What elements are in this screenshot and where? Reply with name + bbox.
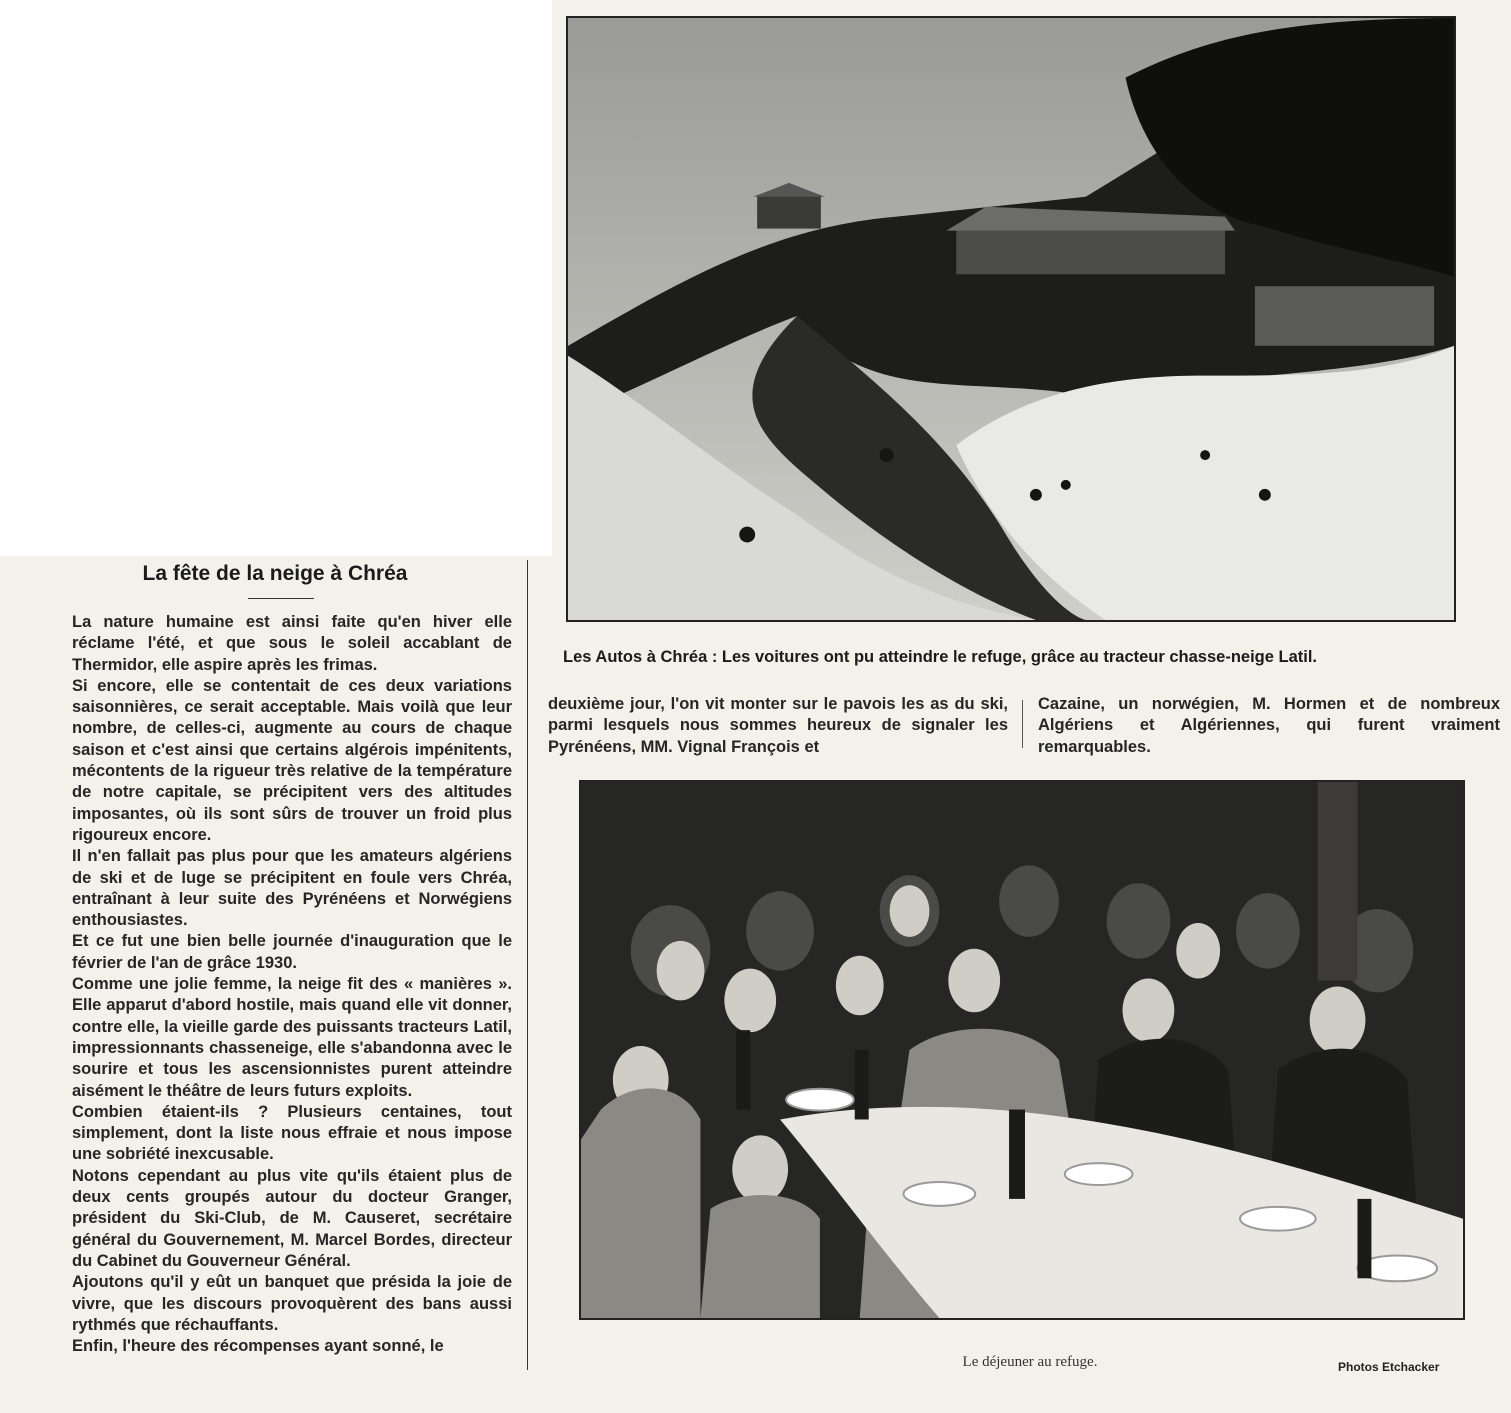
snow-landscape-image xyxy=(568,18,1454,620)
photo-credit: Photos Etchacker xyxy=(1338,1360,1440,1374)
top-photo-caption: Les Autos à Chréa : Les voitures ont pu atteindre le refuge, grâce au tracteur chasse-neige Latil. xyxy=(563,648,1318,666)
paragraph: Il n'en fallait pas plus pour que les amateurs algériens de ski et de luge se précipitent en foule vers Chréa, entraînant à leur suite des Pyrénéens et Norwégiens enthousiastes. xyxy=(72,847,512,930)
continuation-column-a: deuxième jour, l'on vit monter sur le pavois les as du ski, parmi lesquels nous sommes heureux de signaler les Pyrénéens, MM. Vignal François et xyxy=(548,695,1008,756)
paragraph: Notons cependant au plus vite qu'ils étaient plus de deux cents groupés autour du docteur Granger, président du Ski-Club, de M. Causeret, secrétaire général du Gouvernement, M. Marcel Bordes, directeur du Cabinet du Gouverneur Général. xyxy=(72,1166,512,1270)
paragraph: Enfin, l'heure des récompenses ayant sonné, le xyxy=(72,1337,444,1356)
article-body xyxy=(72,612,512,1357)
paragraph: Et ce fut une bien belle journée d'inauguration que le février de l'an de grâce 1930. xyxy=(72,932,512,972)
title-divider xyxy=(248,598,314,599)
paragraph: Combien étaient-ils ? Plusieurs centaines, tout simplement, dont la liste nous effraie et nous impose une sobriété inexcusable. xyxy=(72,1102,512,1164)
paragraph: Comme une jolie femme, la neige fit des « manières ». Elle apparut d'abord hostile, mais quand elle vit donner, contre elle, la vieille garde des puissants tracteurs Latil, impressionnants chasseneige, elle s'abandonna avec le sourire et tous les ascensionnistes purent atteindre aisément le théâtre de leurs futurs exploits. xyxy=(72,975,512,1100)
column-divider xyxy=(527,560,528,1370)
paragraph: Si encore, elle se contentait de ces deux variations saisonnières, ce serait acceptable. Mais voilà que leur nombre, de celles-ci, augmente au cours de chaque saison et c'est ainsi que certains algérois impénitents, mécontents de la rigueur très relative de la température de notre capitale, se précipitent vers des altitudes imposantes, où ils sont sûrs de trouver un froid plus rigoureux encore. xyxy=(72,676,512,844)
article-title: La fête de la neige à Chréa xyxy=(142,562,408,585)
banquet-image xyxy=(581,782,1463,1318)
continuation-divider xyxy=(1022,700,1023,748)
paragraph: Ajoutons qu'il y eût un banquet que présida la joie de vivre, que les discours provoquèrent des bans aussi rythmés que réchauffants. xyxy=(72,1273,512,1334)
continuation-column-b: Cazaine, un norwégien, M. Hormen et de nombreux Algériens et Algériennes, qui furent vraiment remarquables. xyxy=(1038,695,1500,756)
blank-area xyxy=(0,0,552,556)
paragraph: La nature humaine est ainsi faite qu'en hiver elle réclame l'été, et que sous le soleil accablant de Thermidor, elle aspire après les frimas. xyxy=(72,613,512,674)
bottom-photo-caption: Le déjeuner au refuge. xyxy=(962,1354,1098,1370)
snow-landscape-photo xyxy=(566,16,1456,622)
banquet-photo xyxy=(579,780,1465,1320)
